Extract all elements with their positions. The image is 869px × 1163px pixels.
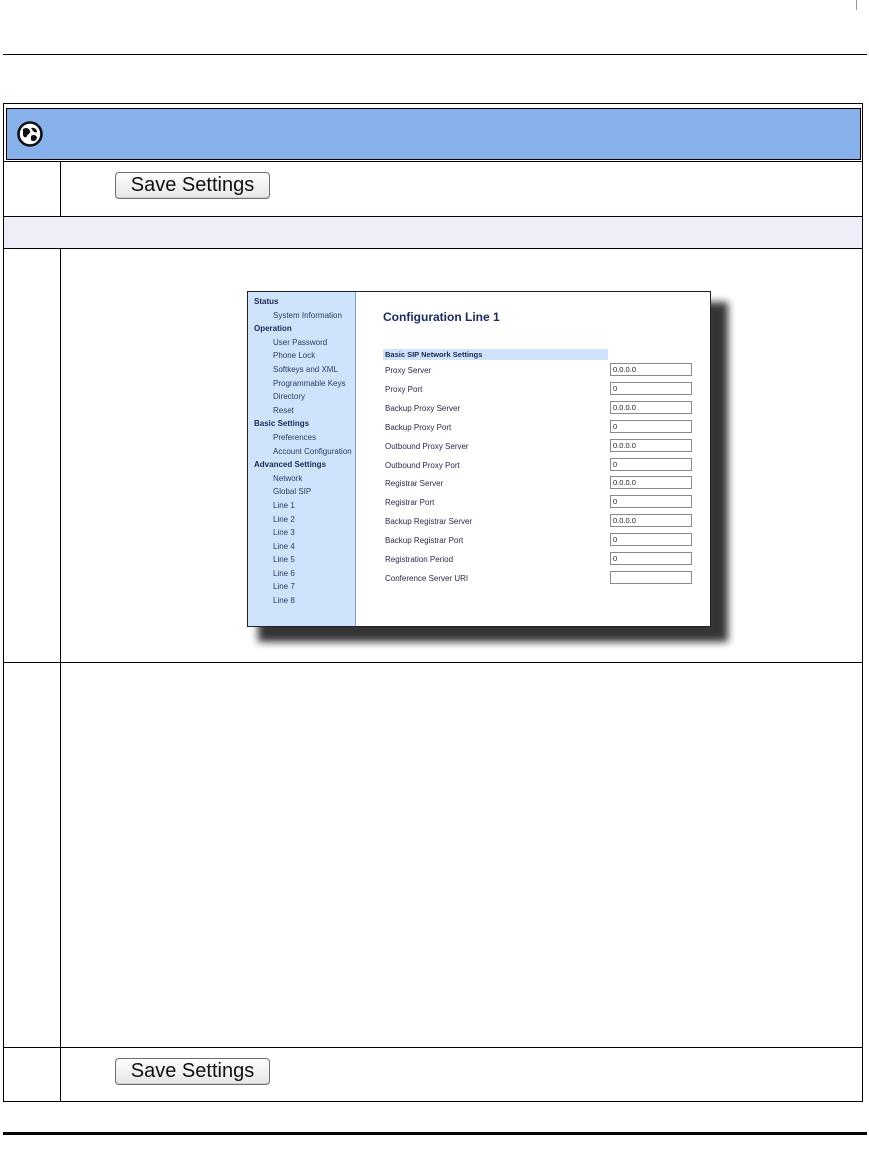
- screenshot-field-row: [383, 532, 711, 550]
- table-row-divider: [3, 662, 863, 663]
- field-input[interactable]: 0: [610, 420, 692, 433]
- save-settings-button[interactable]: Save Settings: [115, 172, 270, 199]
- screenshot-field-row: [383, 551, 711, 569]
- field-label: Backup Proxy Port: [385, 422, 452, 432]
- note-row: [4, 217, 862, 248]
- screenshot-nav-item[interactable]: Phone Lock: [273, 351, 316, 361]
- screenshot-field-row: [383, 438, 711, 456]
- screenshot-field-row: [383, 475, 711, 493]
- screenshot-nav-item[interactable]: Preferences: [273, 432, 317, 442]
- field-label: Outbound Proxy Port: [385, 460, 460, 470]
- field-label: Backup Registrar Server: [385, 517, 473, 527]
- screenshot-nav-item[interactable]: Reset: [273, 405, 294, 415]
- header-rule: [3, 54, 867, 55]
- step-column-divider: [60, 248, 61, 1102]
- field-input[interactable]: 0: [610, 552, 692, 565]
- field-input[interactable]: 0: [610, 533, 692, 546]
- screenshot-nav-item[interactable]: Line 6: [273, 568, 295, 578]
- field-label: Conference Server URI: [385, 573, 469, 583]
- table-row-divider: [3, 248, 863, 249]
- screenshot-field-row: [383, 457, 711, 475]
- screenshot-nav-section: Advanced Settings: [254, 460, 327, 470]
- screenshot-nav-section: Basic Settings: [254, 419, 310, 429]
- screenshot-nav-item[interactable]: User Password: [273, 337, 328, 347]
- field-label: Registrar Server: [385, 479, 444, 489]
- screenshot-nav-item[interactable]: Account Configuration: [273, 446, 352, 456]
- field-label: Proxy Server: [385, 366, 432, 375]
- screenshot-field-row: [383, 362, 711, 380]
- screenshot-nav-item[interactable]: Line 2: [273, 514, 295, 524]
- screenshot-nav-item[interactable]: Line 1: [273, 500, 295, 510]
- field-input[interactable]: 0.0.0.0: [610, 439, 692, 452]
- screenshot-nav-item[interactable]: Softkeys and XML: [273, 364, 338, 374]
- table-row-divider: [3, 161, 863, 162]
- field-input[interactable]: 0: [610, 458, 692, 471]
- screenshot-nav-item[interactable]: Line 7: [273, 582, 295, 592]
- field-label: Proxy Port: [385, 384, 423, 394]
- screenshot-field-row: [383, 570, 711, 588]
- field-input[interactable]: [610, 571, 692, 584]
- field-label: Registrar Port: [385, 498, 435, 508]
- screenshot-field-row: [383, 494, 711, 512]
- screenshot-nav-item[interactable]: Directory: [273, 392, 306, 402]
- screenshot-sidebar: [248, 292, 356, 626]
- screenshot-nav-section: Operation: [254, 324, 292, 334]
- globe-icon: [17, 121, 43, 147]
- field-input[interactable]: 0.0.0.0: [610, 476, 692, 489]
- field-label: Backup Proxy Server: [385, 403, 461, 413]
- field-label: Backup Registrar Port: [385, 536, 464, 546]
- screenshot-field-row: [383, 400, 711, 418]
- field-input[interactable]: 0.0.0.0: [610, 363, 692, 376]
- step-column-divider: [60, 161, 61, 216]
- screenshot-nav-item[interactable]: Network: [273, 473, 303, 483]
- web-ui-banner: [6, 108, 861, 160]
- footer-rule: [3, 1132, 867, 1135]
- screenshot-main: [356, 292, 710, 626]
- table-row-divider: [3, 1047, 863, 1048]
- screenshot-field-row: [383, 513, 711, 531]
- page-corner-mark: [856, 0, 857, 10]
- screenshot-nav-item[interactable]: Line 5: [273, 555, 295, 565]
- screenshot-nav-item[interactable]: Line 3: [273, 528, 295, 538]
- field-input[interactable]: 0: [610, 382, 692, 395]
- field-input[interactable]: 0: [610, 495, 692, 508]
- screenshot-field-row: [383, 419, 711, 437]
- screenshot-nav-item[interactable]: Global SIP: [273, 487, 312, 497]
- field-label: Outbound Proxy Server: [385, 441, 469, 451]
- screenshot-nav-section: Status: [254, 297, 279, 306]
- field-label: Registration Period: [385, 555, 454, 564]
- field-input[interactable]: 0.0.0.0: [610, 514, 692, 527]
- screenshot-nav-item[interactable]: Line 8: [273, 596, 295, 606]
- field-input[interactable]: 0.0.0.0: [610, 401, 692, 414]
- web-ui-screenshot: [247, 291, 711, 627]
- screenshot-nav-item[interactable]: Programmable Keys: [273, 378, 346, 388]
- screenshot-nav-item[interactable]: System Information: [273, 310, 342, 320]
- screenshot-field-row: [383, 381, 711, 399]
- save-settings-button[interactable]: Save Settings: [115, 1058, 270, 1085]
- screenshot-section-header: Basic SIP Network Settings: [383, 349, 608, 360]
- screenshot-nav-item[interactable]: Line 4: [273, 541, 295, 551]
- screenshot-title: Configuration Line 1: [383, 310, 500, 324]
